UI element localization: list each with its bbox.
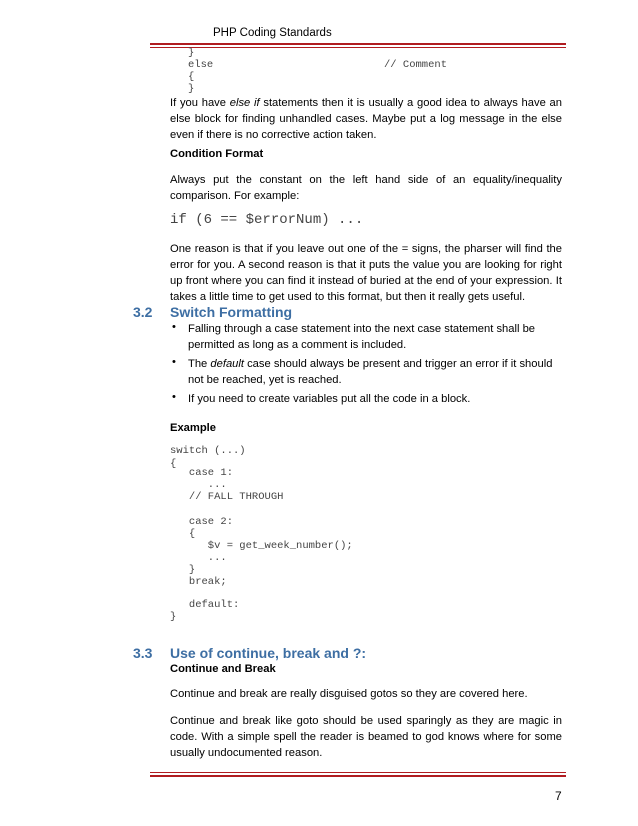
- bullet-item: If you need to create variables put all the code in a block.: [188, 393, 471, 405]
- header-rule: [150, 43, 566, 45]
- bullet-icon: •: [172, 391, 176, 403]
- code-line: case 1:: [170, 467, 234, 479]
- bullet-icon: •: [172, 356, 176, 368]
- code-line: }: [188, 47, 195, 59]
- footer-rule-thin: [150, 772, 566, 773]
- footer-rule: [150, 775, 566, 777]
- continue-break-heading: Continue and Break: [170, 663, 276, 675]
- page-number: 7: [555, 789, 562, 803]
- code-line: default:: [170, 599, 240, 611]
- code-line: {: [188, 71, 195, 83]
- code-line: break;: [170, 576, 227, 588]
- condition-format-intro: Always put the constant on the left hand side of an equality/inequality comparison. For example:: [170, 174, 562, 202]
- section-number: 3.3: [133, 645, 153, 661]
- code-line: {: [170, 458, 177, 470]
- continue-break-paragraph: Continue and break are really disguised gotos so they are covered here.: [170, 688, 528, 700]
- code-line: ...: [170, 479, 227, 491]
- code-line: ...: [170, 552, 227, 564]
- condition-code-example: if (6 == $errorNum) ...: [170, 212, 364, 228]
- header-rule-thin: [150, 47, 566, 48]
- code-line: else: [188, 59, 214, 71]
- code-line: case 2:: [170, 516, 234, 528]
- code-line: // FALL THROUGH: [170, 491, 284, 503]
- section-title: Use of continue, break and ?:: [170, 645, 367, 661]
- section-number: 3.2: [133, 304, 153, 320]
- section-title: Switch Formatting: [170, 304, 293, 320]
- else-if-paragraph: If you have else if statements then it is usually a good idea to always have an else block for finding unhandled cases. Maybe put a log message in the else even if there is no corrective action taken.: [170, 97, 562, 141]
- code-line: {: [170, 528, 196, 540]
- code-line: $v = get_week_number();: [170, 540, 353, 552]
- code-line: }: [188, 83, 195, 95]
- condition-format-reason: One reason is that if you leave out one of the = signs, the pharser will find the error for you. A second reason is that it puts the value you are looking for right up front where you can find it instead of buried at the end of your expression. It takes a little time to get used to this format, but then it really gets useful.: [170, 243, 562, 303]
- code-comment: // Comment: [384, 59, 448, 71]
- bullet-item: Falling through a case statement into the next case statement shall be permitted as long as a comment is included.: [188, 323, 536, 351]
- bullet-icon: •: [172, 321, 176, 333]
- example-heading: Example: [170, 422, 217, 434]
- code-line: switch (...): [170, 445, 246, 457]
- continue-break-paragraph: Continue and break like goto should be used sparingly as they are magic in code. With a simple spell the reader is beamed to god knows where for some usually undocumented reason.: [170, 715, 562, 759]
- code-line: }: [170, 611, 177, 623]
- running-header-title: PHP Coding Standards: [213, 27, 332, 39]
- code-line: }: [170, 564, 196, 576]
- condition-format-heading: Condition Format: [170, 148, 264, 160]
- bullet-item: The default case should always be present and trigger an error if it should not be reached, yet is reached.: [188, 358, 553, 386]
